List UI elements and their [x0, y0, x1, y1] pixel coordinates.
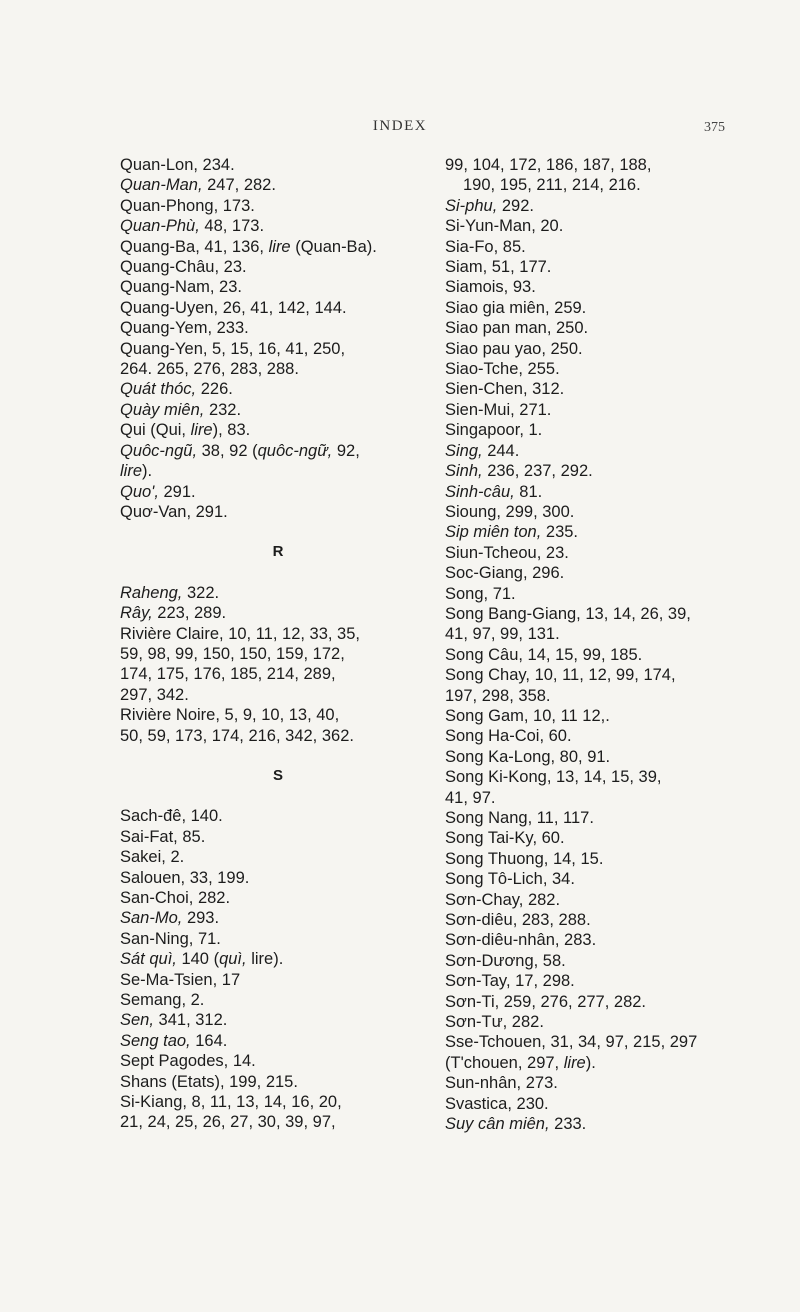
entry-text: 341, 312.	[153, 1011, 228, 1030]
entry-text: 226.	[196, 380, 233, 399]
entry-italic-text: Sinh,	[445, 462, 483, 481]
entry-text: Sse-Tchouen, 31, 34, 97, 215, 297	[445, 1033, 698, 1052]
entry-line	[445, 686, 775, 706]
entry-line	[445, 788, 775, 808]
entry-text: Sakei, 2.	[120, 848, 185, 867]
index-entry	[120, 1010, 436, 1030]
entry-line	[445, 604, 775, 624]
index-entry	[445, 420, 775, 440]
entry-text: Sioung, 299, 300.	[445, 502, 575, 521]
entry-text: ).	[142, 462, 153, 481]
entry-italic-text: quôc-ngữ,	[257, 441, 333, 460]
entry-line	[445, 665, 775, 685]
entry-text: Soc-Giang, 296.	[445, 564, 565, 583]
index-entry	[445, 216, 775, 236]
entry-text: 292.	[497, 196, 534, 215]
entry-text: Quang-Uyen, 26, 41, 142, 144.	[120, 298, 347, 317]
entry-line	[120, 624, 436, 644]
index-column-left	[120, 155, 436, 1133]
entry-text: (T'chouen, 297,	[445, 1053, 564, 1072]
entry-text: Song Tai-Ky, 60.	[445, 829, 565, 848]
index-entry	[120, 949, 436, 969]
index-entry	[120, 970, 436, 990]
index-entry	[445, 767, 775, 808]
index-entry	[120, 827, 436, 847]
index-entry	[120, 624, 436, 706]
entry-text: 41, 97, 99, 131.	[445, 625, 560, 644]
entry-text: 41, 97.	[445, 788, 496, 807]
entry-line	[463, 175, 775, 195]
index-entry	[120, 1031, 436, 1051]
entry-text: 48, 173.	[199, 217, 265, 236]
index-entry	[120, 298, 436, 318]
index-entry	[120, 420, 436, 440]
entry-italic-text: Sip miên ton,	[445, 523, 542, 542]
index-entry	[445, 604, 775, 645]
entry-text: 164.	[190, 1031, 228, 1050]
entry-italic-text: Sinh-câu,	[445, 482, 515, 501]
entry-text: Song Thuong, 14, 15.	[445, 849, 604, 868]
index-entry	[120, 806, 436, 826]
entry-line	[120, 441, 436, 461]
entry-text: San-Ning, 71.	[120, 929, 221, 948]
entry-text: Sơn-Ti, 259, 276, 277, 282.	[445, 992, 647, 1011]
entry-text: 297, 342.	[120, 685, 189, 704]
index-entry	[120, 705, 436, 746]
entry-text: 291.	[158, 482, 196, 501]
index-entry	[445, 971, 775, 991]
entry-text: 264. 265, 276, 283, 288.	[120, 360, 299, 379]
entry-text: Siam, 51, 177.	[445, 258, 552, 277]
index-entry	[445, 1012, 775, 1032]
section-letter: S	[272, 766, 283, 784]
index-entry	[120, 339, 436, 380]
entry-text: Rivière Noire, 5, 9, 10, 13, 40,	[120, 706, 340, 725]
entry-line	[445, 767, 775, 787]
index-entry	[120, 583, 436, 603]
index-entry	[445, 665, 775, 706]
entry-italic-text: lire	[120, 462, 143, 481]
entry-text: Singapoor, 1.	[445, 421, 543, 440]
index-entry	[120, 929, 436, 949]
entry-italic-text: Quan-Man,	[120, 176, 203, 195]
index-entry	[445, 277, 775, 297]
index-entry	[445, 339, 775, 359]
index-entry	[445, 910, 775, 930]
entry-text: 223, 289.	[152, 604, 227, 623]
entry-text: Salouen, 33, 199.	[120, 868, 250, 887]
index-entry	[445, 379, 775, 399]
entry-line	[445, 1032, 775, 1052]
entry-text: 174, 175, 176, 185, 214, 289,	[120, 665, 336, 684]
entry-italic-text: lire	[268, 237, 291, 256]
index-entry	[120, 155, 436, 175]
index-entry	[445, 1032, 775, 1073]
index-column-right	[445, 155, 775, 1135]
entry-text: 59, 98, 99, 150, 150, 159, 172,	[120, 644, 345, 663]
entry-italic-text: Suy cân miên,	[445, 1115, 550, 1134]
entry-text: Quan-Lon, 234.	[120, 156, 235, 174]
index-entry	[445, 1114, 775, 1134]
index-entry	[445, 298, 775, 318]
entry-text: Song Ha-Coi, 60.	[445, 727, 572, 746]
entry-italic-text: Sát quì,	[120, 950, 177, 969]
entry-text: 236, 237, 292.	[482, 462, 593, 481]
index-entry	[120, 603, 436, 623]
entry-text: Quang-Châu, 23.	[120, 258, 247, 277]
index-entry	[120, 1072, 436, 1092]
index-entry	[120, 868, 436, 888]
index-entry	[120, 379, 436, 399]
entry-text: 293.	[182, 909, 220, 928]
entry-line	[120, 644, 436, 664]
entry-text: Sơn-diêu, 283, 288.	[445, 911, 591, 930]
index-entry	[445, 808, 775, 828]
entry-italic-text: lire	[563, 1053, 586, 1072]
index-entry	[120, 400, 436, 420]
entry-text: Siao-Tche, 255.	[445, 360, 560, 379]
entry-line	[120, 705, 436, 725]
index-entry	[445, 828, 775, 848]
entry-italic-text: Quo',	[120, 482, 159, 501]
entry-line	[120, 359, 436, 379]
index-entry	[445, 992, 775, 1012]
entry-text: Sơn-Tư, 282.	[445, 1013, 544, 1032]
entry-italic-text: Raheng,	[120, 583, 183, 602]
entry-text: Qui (Qui,	[120, 421, 191, 440]
entry-text: Quang-Nam, 23.	[120, 278, 242, 297]
entry-text: 38, 92 (	[197, 441, 258, 460]
entry-text: ), 83.	[212, 421, 251, 440]
entry-text: Sai-Fat, 85.	[120, 827, 206, 846]
entry-text: Se-Ma-Tsien, 17	[120, 970, 241, 989]
index-entry	[120, 175, 436, 195]
entry-italic-text: quì,	[219, 950, 247, 969]
index-entry	[445, 502, 775, 522]
index-entry	[445, 584, 775, 604]
index-entry	[445, 869, 775, 889]
index-entry	[445, 318, 775, 338]
index-entry	[445, 441, 775, 461]
entry-text: Quơ-Van, 291.	[120, 502, 228, 521]
entry-text: Siamois, 93.	[445, 278, 536, 297]
entry-text: Si-Kiang, 8, 11, 13, 14, 16, 20,	[120, 1093, 342, 1112]
page-title: INDEX	[372, 118, 428, 134]
entry-text: San-Choi, 282.	[120, 888, 231, 907]
entry-line	[120, 1112, 436, 1132]
entry-italic-text: Seng tao,	[120, 1031, 191, 1050]
entry-text: Svastica, 230.	[445, 1094, 549, 1113]
entry-text: Sơn-Tay, 17, 298.	[445, 972, 575, 991]
entry-text: Song Nang, 11, 117.	[445, 809, 594, 827]
entry-text: Sun-nhân, 273.	[445, 1074, 558, 1093]
entry-text: 81.	[514, 482, 543, 501]
entry-text: Siun-Tcheou, 23.	[445, 543, 569, 562]
entry-italic-text: Sen,	[120, 1011, 154, 1030]
index-entry	[120, 482, 436, 502]
index-entry	[120, 257, 436, 277]
index-entry	[445, 951, 775, 971]
entry-text: (Quan-Ba).	[290, 237, 377, 256]
entry-text: 21, 24, 25, 26, 27, 30, 39, 97,	[120, 1113, 336, 1132]
page-number: 375	[704, 120, 725, 135]
entry-italic-text: Quày miên,	[120, 400, 205, 419]
entry-text: Song Gam, 10, 11 12,.	[445, 706, 610, 725]
entry-text: Sept Pagodes, 14.	[120, 1052, 256, 1071]
index-entry	[120, 318, 436, 338]
page-header	[0, 118, 800, 142]
index-entry	[120, 196, 436, 216]
index-entry	[120, 441, 436, 482]
entry-text: Song, 71.	[445, 584, 516, 603]
entry-text: Song Tô-Lich, 34.	[445, 870, 575, 889]
entry-line	[120, 664, 436, 684]
index-entry	[120, 888, 436, 908]
entry-text: 233.	[549, 1115, 587, 1134]
entry-text: Song Chay, 10, 11, 12, 99, 174,	[445, 666, 676, 685]
index-entry	[445, 706, 775, 726]
index-entry	[445, 645, 775, 665]
entry-text: Shans (Etats), 199, 215.	[120, 1072, 298, 1091]
entry-text: Semang, 2.	[120, 991, 205, 1009]
entry-text: Sơn-diêu-nhân, 283.	[445, 931, 597, 950]
index-entry	[445, 155, 775, 196]
entry-italic-text: Rây,	[120, 604, 153, 623]
entry-text: Quang-Ba, 41, 136,	[120, 237, 269, 256]
entry-text: Quang-Yem, 233.	[120, 319, 249, 338]
entry-text: Quan-Phong, 173.	[120, 196, 255, 215]
section-letter: R	[272, 543, 284, 561]
entry-text: 140 (	[176, 950, 220, 969]
index-entry	[120, 237, 436, 257]
entry-text: Sach-đê, 140.	[120, 807, 223, 826]
index-entry	[120, 847, 436, 867]
entry-line	[445, 624, 775, 644]
index-entry	[445, 726, 775, 746]
index-entry	[120, 908, 436, 928]
index-entry	[445, 400, 775, 420]
index-entry	[120, 277, 436, 297]
entry-text: 235.	[541, 523, 579, 542]
entry-line	[120, 726, 436, 746]
entry-italic-text: lire	[190, 421, 213, 440]
entry-text: lire).	[246, 950, 284, 969]
entry-line	[120, 685, 436, 705]
entry-text: Si-Yun-Man, 20.	[445, 217, 564, 236]
index-entry	[120, 216, 436, 236]
index-entry	[445, 482, 775, 502]
entry-text: 99, 104, 172, 186, 187, 188,	[445, 156, 652, 174]
index-entry	[445, 237, 775, 257]
entry-text: Rivière Claire, 10, 11, 12, 33, 35,	[120, 624, 360, 643]
entry-text: 190, 195, 211, 214, 216.	[463, 176, 641, 195]
entry-line	[120, 1092, 436, 1112]
entry-text: Sien-Mui, 271.	[445, 400, 552, 419]
index-entry	[445, 522, 775, 542]
index-entry	[445, 359, 775, 379]
entry-text: Quang-Yen, 5, 15, 16, 41, 250,	[120, 339, 346, 358]
entry-italic-text: Si-phu,	[445, 196, 498, 215]
index-entry	[120, 502, 436, 522]
entry-text: ).	[585, 1053, 596, 1072]
entry-text: 197, 298, 358.	[445, 686, 551, 705]
entry-text: 92,	[332, 441, 360, 460]
index-entry	[445, 849, 775, 869]
entry-line	[120, 339, 436, 359]
entry-text: Siao pan man, 250.	[445, 319, 589, 338]
index-entry	[120, 1092, 436, 1133]
entry-italic-text: Quôc-ngũ,	[120, 441, 198, 460]
entry-text: 247, 282.	[202, 176, 276, 195]
index-entry	[120, 990, 436, 1010]
entry-text: Sien-Chen, 312.	[445, 380, 565, 399]
index-entry	[445, 543, 775, 563]
index-entry	[445, 563, 775, 583]
entry-text: Siao pau yao, 250.	[445, 339, 583, 358]
entry-text: Song Bang-Giang, 13, 14, 26, 39,	[445, 604, 691, 623]
index-entry	[445, 747, 775, 767]
entry-text: Sia-Fo, 85.	[445, 237, 526, 256]
entry-text: 232.	[204, 400, 242, 419]
entry-text: Song Ki-Kong, 13, 14, 15, 39,	[445, 768, 662, 787]
entry-line	[445, 1053, 775, 1073]
entry-text: Sơn-Dương, 58.	[445, 951, 566, 970]
entry-text: Song Ka-Long, 80, 91.	[445, 747, 611, 766]
entry-italic-text: San-Mo,	[120, 909, 183, 928]
index-entry	[445, 196, 775, 216]
entry-text: 50, 59, 173, 174, 216, 342, 362.	[120, 726, 354, 745]
index-entry	[445, 1094, 775, 1114]
entry-italic-text: Sing,	[445, 441, 483, 460]
entry-text: 244.	[482, 441, 520, 460]
entry-text: Sơn-Chay, 282.	[445, 890, 561, 909]
index-entry	[445, 257, 775, 277]
index-entry	[120, 1051, 436, 1071]
entry-text: Siao gia miên, 259.	[445, 298, 587, 317]
entry-italic-text: Quát thóc,	[120, 380, 197, 399]
entry-italic-text: Quan-Phù,	[120, 217, 200, 236]
entry-text: Song Câu, 14, 15, 99, 185.	[445, 645, 643, 664]
index-entry	[445, 930, 775, 950]
entry-line	[445, 155, 775, 175]
entry-line	[120, 461, 436, 481]
index-entry	[445, 1073, 775, 1093]
entry-text: 322.	[182, 583, 220, 602]
index-entry	[445, 461, 775, 481]
index-entry	[445, 890, 775, 910]
